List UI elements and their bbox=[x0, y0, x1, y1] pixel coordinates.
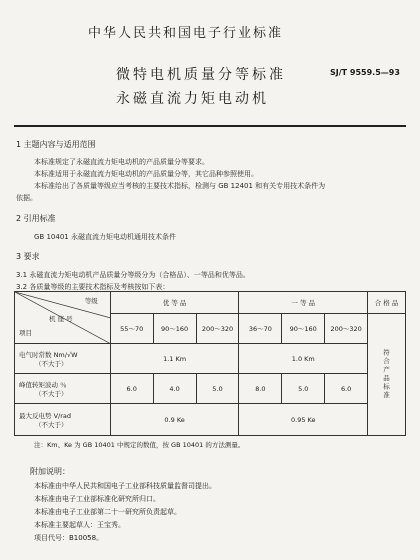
table-cell: 1.0 Km bbox=[239, 344, 368, 374]
row-label-sub: （不大于） bbox=[35, 420, 68, 429]
qualified-grade-note: 符合产品标准 bbox=[368, 314, 406, 436]
appendix-line-2: 本标准由电子工业部标准化研究所归口。 bbox=[34, 495, 160, 503]
appendix-line-1: 本标准由中华人民共和国电子工业部科技质量监督司提出。 bbox=[34, 482, 216, 490]
table-diagonal-header-cell bbox=[15, 292, 111, 344]
table-cell: 4.0 bbox=[153, 374, 196, 404]
row-label-sub: （不大于） bbox=[35, 359, 68, 368]
row-label-electrical-constant bbox=[15, 344, 111, 374]
table-cell: 8.0 bbox=[239, 374, 282, 404]
appendix-heading: 附加说明： bbox=[30, 467, 70, 476]
table-cell: 0.95 Ke bbox=[239, 404, 368, 436]
grade-header-3: 合 格 品 bbox=[368, 292, 406, 314]
appendix-line-5: 项目代号：B10058。 bbox=[34, 534, 104, 542]
grade-header-2: 一 等 品 bbox=[239, 292, 368, 314]
title-rule bbox=[14, 125, 406, 127]
document-subtitle: 永磁直流力矩电动机 bbox=[116, 91, 269, 107]
table-cell: 1.1 Km bbox=[110, 344, 239, 374]
row-label-torque-ripple bbox=[15, 374, 111, 404]
row-label-text: 峰值转矩波动 ％ bbox=[19, 380, 67, 389]
diag-label-frame: 机 座 号 bbox=[49, 315, 73, 323]
section-3-heading: 3 要求 bbox=[16, 252, 40, 261]
frame-cell: 200～320 bbox=[196, 314, 239, 344]
section-3-para-1: 3.1 永磁直流力矩电动机产品质量分等级分为（合格品）、一等品和优等品。 bbox=[16, 271, 250, 279]
row-label-text: 最大反电势 V/rad bbox=[19, 411, 71, 420]
table-cell: 6.0 bbox=[325, 374, 368, 404]
frame-cell: 55～70 bbox=[110, 314, 153, 344]
issuing-body-header: 中华人民共和国电子行业标准 bbox=[88, 26, 284, 41]
appendix-line-3: 本标准由电子工业部第二十一研究所负责起草。 bbox=[34, 508, 181, 516]
section-1-para-4: 依据。 bbox=[16, 194, 37, 202]
section-1-heading: 1 主题内容与适用范围 bbox=[16, 140, 96, 149]
section-1-para-3: 本标准给出了各质量等级应当考核的主要技术指标，检测与 GB 12401 和有关专用技术条件为 bbox=[34, 182, 326, 190]
section-3-para-2: 3.2 各质量等级的主要技术指标及考核按如下表： bbox=[16, 283, 170, 291]
table-cell: 0.9 Ke bbox=[110, 404, 239, 436]
diag-label-grade: 等级 bbox=[84, 297, 98, 305]
appendix-line-4: 本标准主要起草人：王宝秀。 bbox=[34, 521, 125, 529]
row-label-text: 电气时常数 Nm/√W bbox=[19, 350, 78, 359]
section-1-para-2: 本标准适用于永磁直流力矩电动机的产品质量分等，其它品种参照使用。 bbox=[34, 170, 258, 178]
section-2-para-1: GB 10401 永磁直流力矩电动机通用技术条件 bbox=[34, 233, 176, 241]
table-note: 注：Km、Ke 为 GB 10401 中规定的数值，按 GB 10401 的方法测量。 bbox=[34, 441, 245, 449]
section-1-para-1: 本标准规定了永磁直流力矩电动机的产品质量分等要求。 bbox=[34, 158, 209, 166]
table-cell: 6.0 bbox=[110, 374, 153, 404]
frame-cell: 200～320 bbox=[325, 314, 368, 344]
quality-grade-table bbox=[14, 291, 406, 436]
section-2-heading: 2 引用标准 bbox=[16, 214, 56, 223]
row-label-sub: （不大于） bbox=[35, 389, 68, 398]
standard-number: SJ/T 9559.5—93 bbox=[330, 68, 400, 77]
grade-header-1: 优 等 品 bbox=[110, 292, 239, 314]
diag-label-item: 项目 bbox=[19, 329, 32, 337]
row-label-back-emf bbox=[15, 404, 111, 436]
frame-cell: 36～70 bbox=[239, 314, 282, 344]
table-cell: 5.0 bbox=[282, 374, 325, 404]
frame-cell: 90～160 bbox=[153, 314, 196, 344]
table-cell: 5.0 bbox=[196, 374, 239, 404]
frame-cell: 90～160 bbox=[282, 314, 325, 344]
document-title: 微特电机质量分等标准 bbox=[116, 67, 286, 83]
